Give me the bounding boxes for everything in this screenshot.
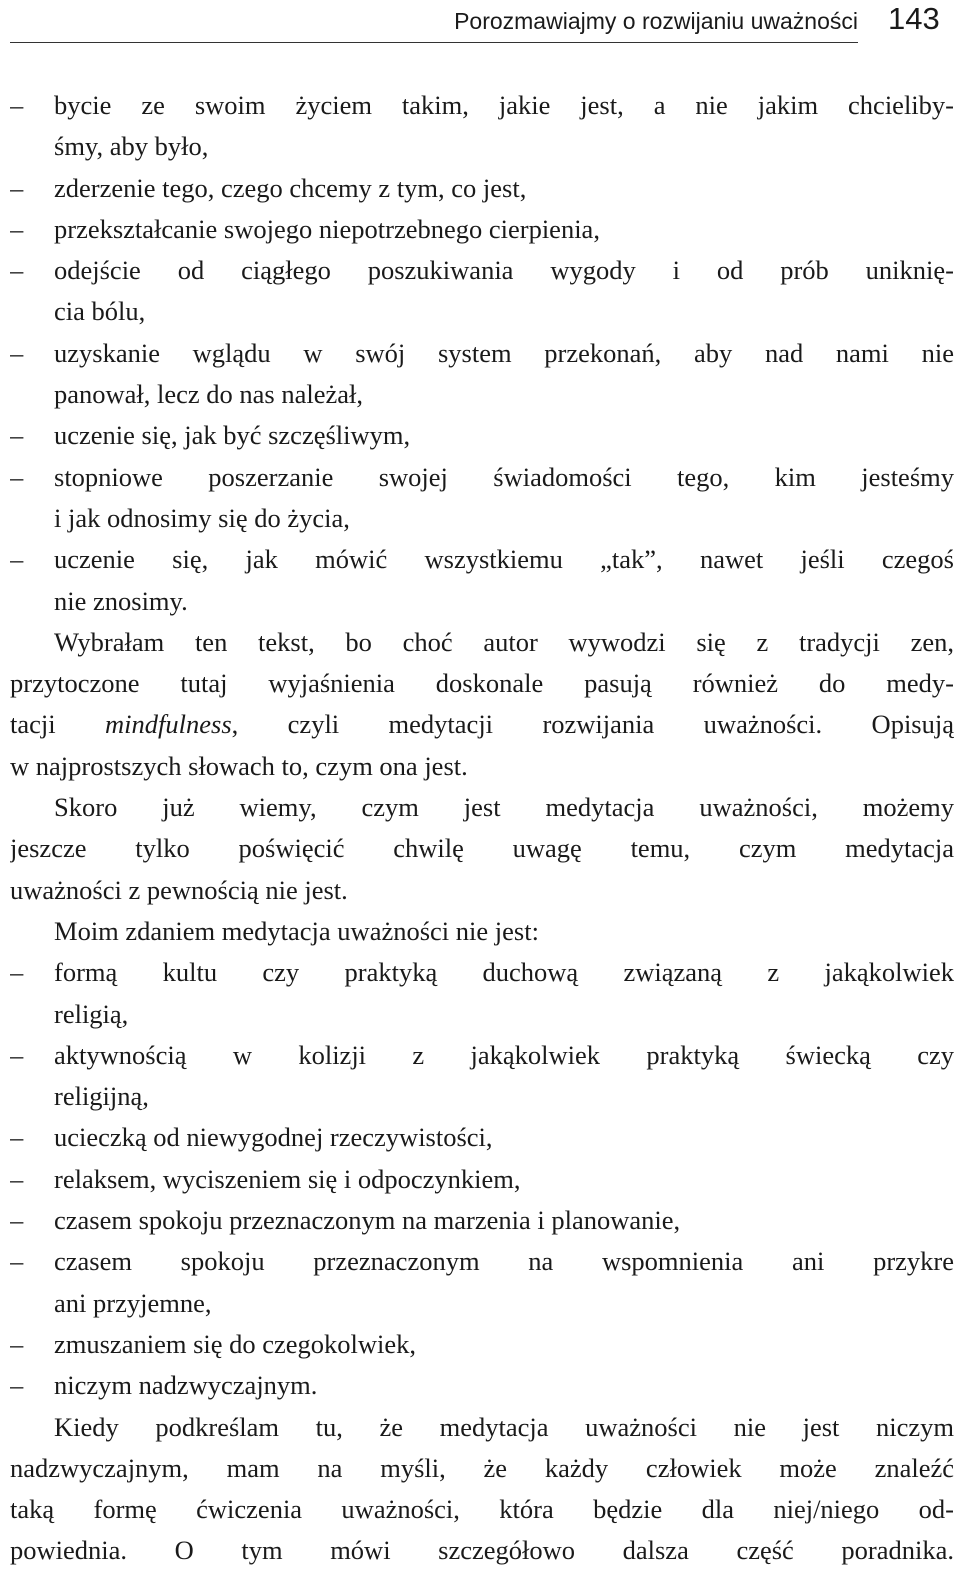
list-item	[10, 952, 954, 993]
list-dash: –	[10, 957, 24, 988]
paragraph-text: uważności z pewnością nie jest.	[10, 874, 348, 905]
running-head	[10, 0, 858, 43]
list-item-text: uczenie się, jak być szczęśliwym,	[54, 420, 411, 451]
list-dash: –	[10, 544, 24, 575]
paragraph-text: nadzwyczajnym, mam na myśli, że każdy człowiek może znaleźć	[10, 1452, 954, 1483]
list-item-text: panował, lecz do nas należał,	[54, 379, 364, 410]
list-item-continuation	[10, 374, 954, 415]
paragraph-line	[10, 911, 954, 952]
paragraph-line	[10, 787, 954, 828]
list-item-text: zderzenie tego, czego chcemy z tym, co jest,	[54, 172, 527, 203]
list-item-text: uzyskanie wglądu w swój system przekonań, aby nad nami nie	[54, 337, 954, 368]
list-item-text: religią,	[54, 998, 129, 1029]
list-dash: –	[10, 1328, 24, 1359]
list-item	[10, 457, 954, 498]
list-item	[10, 539, 954, 580]
list-item	[10, 1117, 954, 1158]
paragraph-text: jeszcze tylko poświęcić chwilę uwagę temu, czym medytacja	[10, 833, 954, 864]
paragraph-line	[10, 746, 954, 787]
list-dash: –	[10, 1163, 24, 1194]
paragraph-line	[10, 1448, 954, 1489]
list-dash: –	[10, 213, 24, 244]
list-item	[10, 415, 954, 456]
list-dash: –	[10, 420, 24, 451]
list-dash: –	[10, 1122, 24, 1153]
paragraph-line	[10, 1489, 954, 1530]
paragraph-text: Moim zdaniem medytacja uważności nie jest:	[54, 915, 539, 946]
list-dash: –	[10, 172, 24, 203]
running-title: Porozmawiajmy o rozwijaniu uważności	[454, 8, 858, 34]
list-item-text: i jak odnosimy się do życia,	[54, 502, 350, 533]
list-item-text: czasem spokoju przeznaczonym na marzenia i planowanie,	[54, 1205, 681, 1236]
list-item-text: niczym nadzwyczajnym.	[54, 1370, 318, 1401]
paragraph-text: w najprostszych słowach to, czym ona jest.	[10, 750, 468, 781]
list-item-text: nie znosimy.	[54, 585, 188, 616]
list-item-text: odejście od ciągłego poszukiwania wygody i od prób uniknię-	[54, 255, 954, 286]
list-item-text: formą kultu czy praktyką duchową związaną z jakąkolwiek	[54, 957, 954, 988]
paragraph-text-segment: tacji	[10, 709, 106, 740]
list-item-text: ucieczką od niewygodnej rzeczywistości,	[54, 1122, 493, 1153]
list-item-text: bycie ze swoim życiem takim, jakie jest, a nie jakim chcieliby-	[54, 90, 954, 120]
list-dash: –	[10, 337, 24, 368]
emphasis-term: mindfulness	[105, 709, 232, 740]
list-item-continuation	[10, 994, 954, 1035]
list-item-text: cia bólu,	[54, 296, 146, 327]
list-item	[10, 209, 954, 250]
list-item-text: religijną,	[54, 1081, 149, 1112]
paragraph-text: przytoczone tutaj wyjaśnienia doskonale pasują również do medy-	[10, 668, 954, 699]
list-item-text: ani przyjemne,	[54, 1287, 212, 1318]
paragraph-text: Kiedy podkreślam tu, że medytacja uważności nie jest niczym	[54, 1411, 954, 1442]
list-item	[10, 1365, 954, 1406]
list-item	[10, 1241, 954, 1282]
list-dash: –	[10, 1039, 24, 1070]
list-item-continuation	[10, 1076, 954, 1117]
paragraph-line	[10, 663, 954, 704]
paragraph-text: Skoro już wiemy, czym jest medytacja uważności, możemy	[54, 792, 954, 823]
list-item-text: przekształcanie swojego niepotrzebnego cierpienia,	[54, 213, 600, 244]
list-item-text: czasem spokoju przeznaczonym na wspomnienia ani przykre	[54, 1246, 954, 1277]
list-item-text: śmy, aby było,	[54, 131, 209, 162]
paragraph-line	[10, 828, 954, 869]
paragraph-line	[10, 622, 954, 663]
paragraph-text: taką formę ćwiczenia uważności, która będzie dla niej/niego od-	[10, 1494, 954, 1525]
list-item	[10, 168, 954, 209]
list-dash: –	[10, 90, 24, 120]
list-item-continuation	[10, 291, 954, 332]
list-item-text: relaksem, wyciszeniem się i odpoczynkiem,	[54, 1163, 521, 1194]
paragraph-text: Wybrałam ten tekst, bo choć autor wywodzi się z tradycji zen,	[54, 626, 954, 657]
list-item-continuation	[10, 498, 954, 539]
list-item-continuation	[10, 126, 954, 167]
list-dash: –	[10, 1370, 24, 1401]
list-item	[10, 1324, 954, 1365]
list-item	[10, 1035, 954, 1076]
list-item	[10, 333, 954, 374]
paragraph-text	[10, 704, 954, 745]
page-number: 143	[888, 1, 940, 36]
list-item-text: stopniowe poszerzanie swojej świadomości tego, kim jesteśmy	[54, 461, 954, 492]
page-text	[10, 85, 954, 1572]
list-item	[10, 85, 954, 126]
list-item-text: aktywnością w kolizji z jakąkolwiek praktyką świecką czy	[54, 1039, 954, 1070]
list-item-text: zmuszaniem się do czegokolwiek,	[54, 1328, 417, 1359]
paragraph-line	[10, 1530, 954, 1571]
list-dash: –	[10, 461, 24, 492]
list-item	[10, 1200, 954, 1241]
list-item	[10, 250, 954, 291]
list-dash: –	[10, 1246, 24, 1277]
paragraph-line	[10, 1407, 954, 1448]
list-item-text: uczenie się, jak mówić wszystkiemu „tak”, nawet jeśli czegoś	[54, 544, 954, 575]
list-item	[10, 1159, 954, 1200]
list-item-continuation	[10, 1283, 954, 1324]
list-item-continuation	[10, 581, 954, 622]
paragraph-line	[10, 870, 954, 911]
paragraph-text: powiednia. O tym mówi szczegółowo dalsza część poradnika.	[10, 1535, 954, 1566]
list-dash: –	[10, 1205, 24, 1236]
list-dash: –	[10, 255, 24, 286]
paragraph-line	[10, 704, 954, 745]
paragraph-text-segment: , czyli medytacji rozwijania uważności. Opisują	[231, 709, 954, 740]
